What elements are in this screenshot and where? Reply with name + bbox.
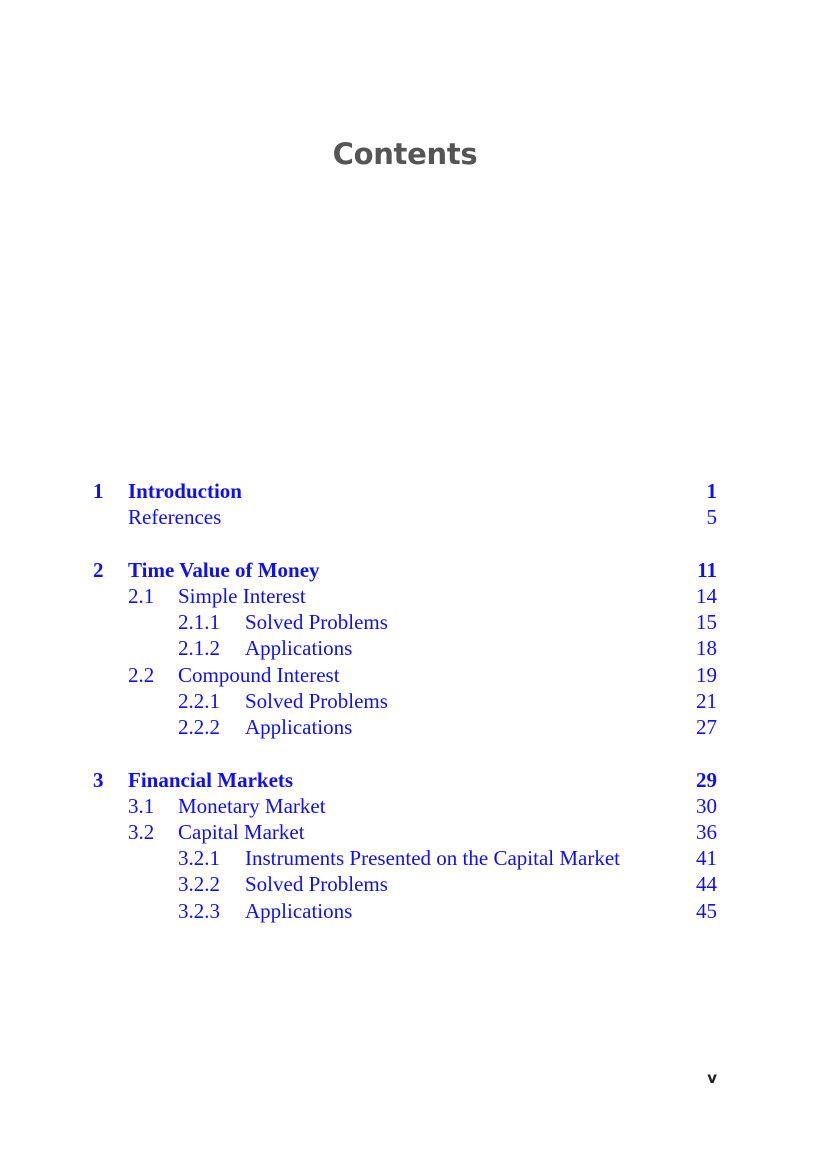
toc-section-number: 3.1 <box>128 793 155 818</box>
toc-subsection-number: 3.2.2 <box>178 872 220 897</box>
table-of-contents <box>93 478 717 924</box>
toc-page-number: 36 <box>696 820 717 845</box>
toc-subsection-2-1-2[interactable] <box>93 635 717 661</box>
toc-subsection-title: Applications <box>245 715 353 739</box>
toc-subsection-number: 2.1.1 <box>178 610 220 635</box>
page-title: Contents <box>332 137 478 171</box>
toc-subsection-title: Solved Problems <box>245 872 388 897</box>
toc-chapter-1[interactable] <box>93 478 717 504</box>
toc-page-number: 21 <box>696 688 717 713</box>
toc-page-number: 30 <box>696 793 717 818</box>
toc-page-number: 44 <box>696 872 717 897</box>
toc-subsection-title: Solved Problems <box>245 610 388 635</box>
toc-section-3-1[interactable] <box>93 793 717 819</box>
toc-subsection-3-2-1[interactable] <box>93 845 717 871</box>
toc-section-title: Capital Market <box>178 820 305 845</box>
toc-section-title: Simple Interest <box>178 584 306 609</box>
toc-entry-title: References <box>128 505 222 530</box>
toc-subsection-3-2-3[interactable] <box>93 898 717 924</box>
toc-page-number: 1 <box>706 479 717 503</box>
toc-page-number: 18 <box>696 636 717 661</box>
toc-subsection-number: 3.2.1 <box>178 846 220 871</box>
toc-chapter-title: Financial Markets <box>128 767 294 792</box>
toc-section-title: Monetary Market <box>178 793 326 818</box>
toc-subsection-title: Solved Problems <box>245 688 388 713</box>
toc-references[interactable] <box>93 504 717 530</box>
toc-subsection-2-2-2[interactable] <box>93 714 717 740</box>
toc-chapter-title: Time Value of Money <box>128 557 320 582</box>
toc-section-2-2[interactable] <box>93 662 717 688</box>
toc-chapter-number: 3 <box>93 767 104 792</box>
toc-section-3-2[interactable] <box>93 819 717 845</box>
toc-chapter-3[interactable] <box>93 767 717 793</box>
toc-subsection-number: 2.2.2 <box>178 715 220 739</box>
toc-page-number: 15 <box>696 610 717 635</box>
toc-section-number: 2.1 <box>128 584 155 609</box>
toc-section-2-1[interactable] <box>93 583 717 609</box>
toc-subsection-number: 2.1.2 <box>178 636 220 661</box>
toc-subsection-2-1-1[interactable] <box>93 609 717 635</box>
toc-subsection-3-2-2[interactable] <box>93 871 717 897</box>
toc-page-number: 41 <box>696 846 717 871</box>
toc-chapter-number: 1 <box>93 479 104 503</box>
toc-page-number: 14 <box>696 584 717 609</box>
toc-page-number: 19 <box>696 662 717 687</box>
toc-section-title: Compound Interest <box>178 662 340 687</box>
toc-chapter-title: Introduction <box>128 479 242 503</box>
toc-subsection-number: 3.2.3 <box>178 898 220 923</box>
toc-page-number: 45 <box>696 898 717 923</box>
toc-subsection-2-2-1[interactable] <box>93 688 717 714</box>
toc-subsection-number: 2.2.1 <box>178 688 220 713</box>
toc-page-number: 29 <box>696 767 717 792</box>
toc-chapter-2[interactable] <box>93 557 717 583</box>
toc-subsection-title: Instruments Presented on the Capital Market <box>245 846 620 871</box>
toc-section-number: 3.2 <box>128 820 155 845</box>
toc-chapter-number: 2 <box>93 557 104 582</box>
toc-page-number: 27 <box>696 715 717 739</box>
toc-page-number: 11 <box>697 557 717 582</box>
toc-subsection-title: Applications <box>245 636 353 661</box>
toc-subsection-title: Applications <box>245 898 353 923</box>
page-folio: v <box>707 1069 717 1087</box>
toc-page-number: 5 <box>706 505 717 530</box>
toc-section-number: 2.2 <box>128 662 155 687</box>
